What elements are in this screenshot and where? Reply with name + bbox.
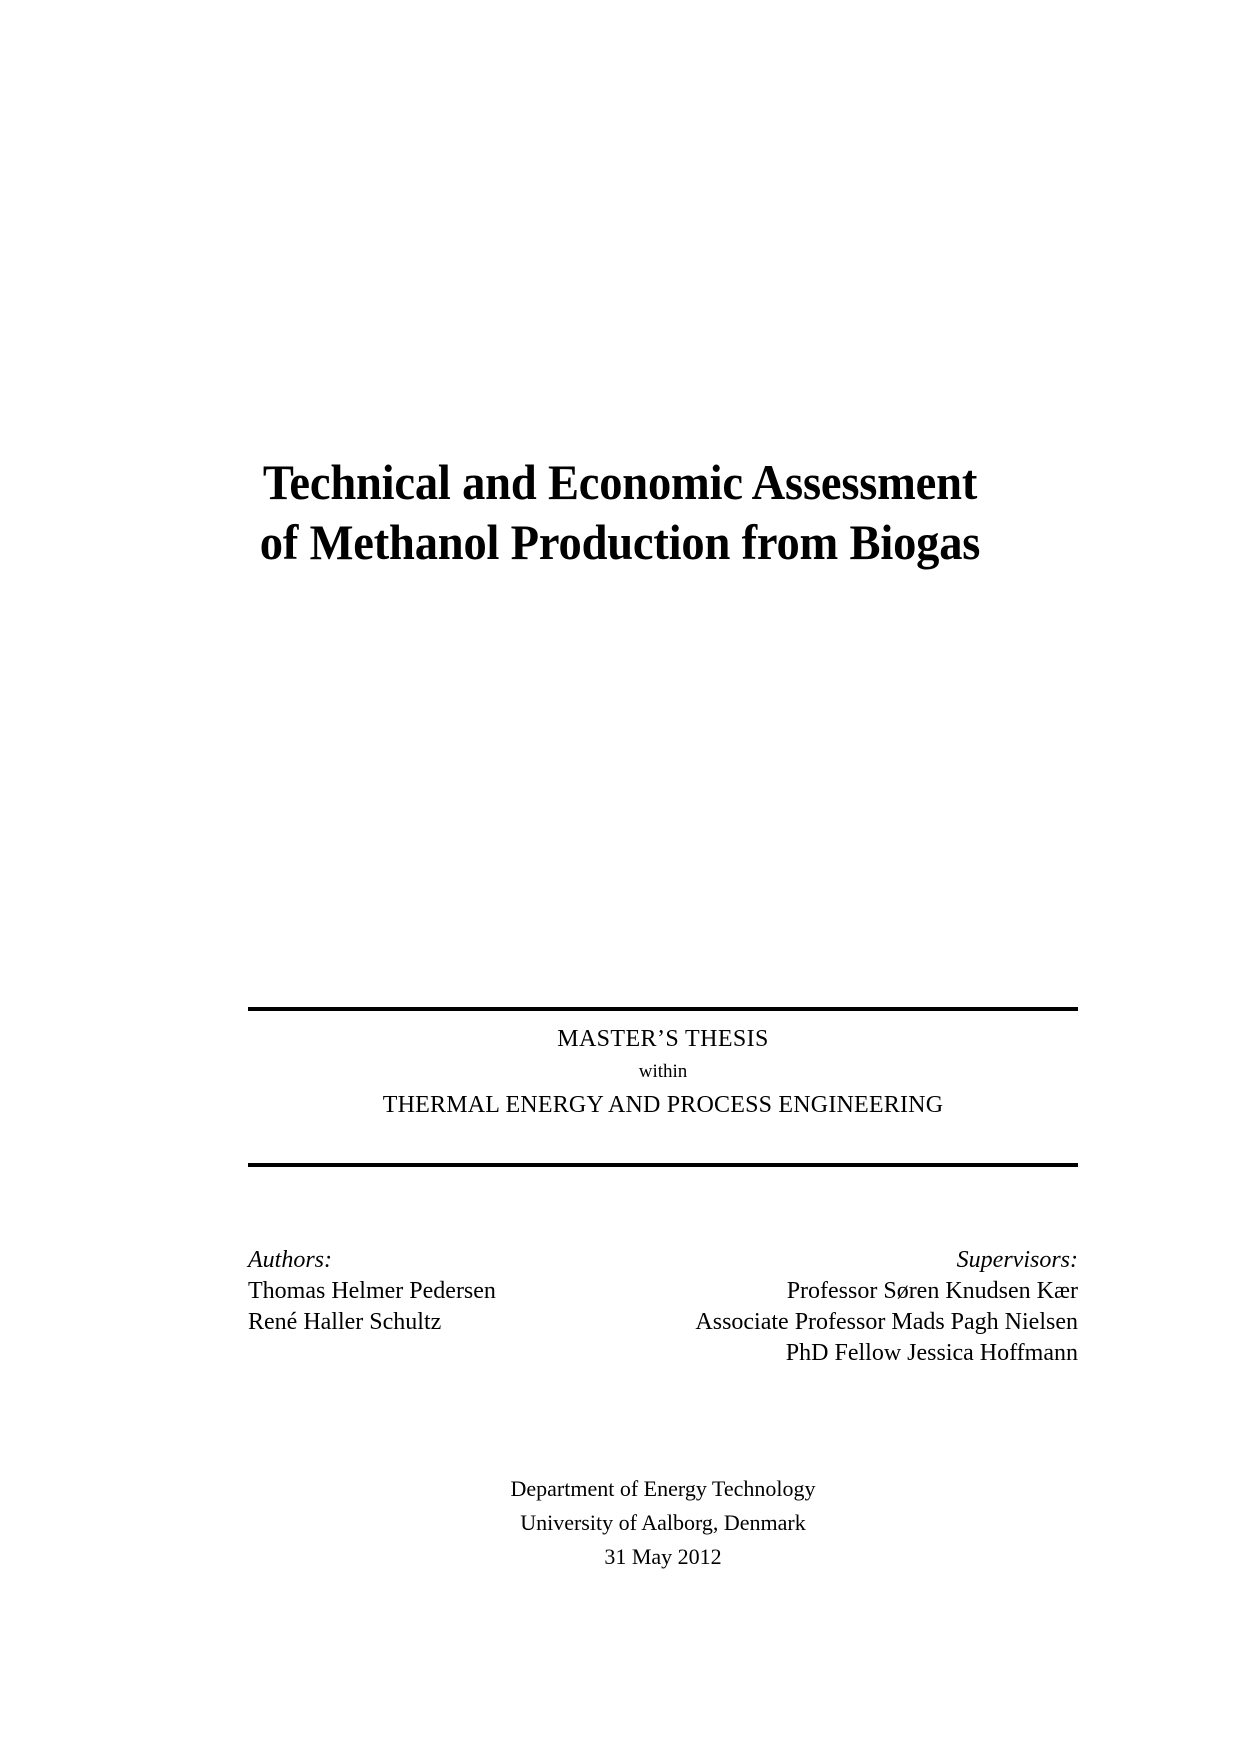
supervisor-name: Associate Professor Mads Pagh Nielsen (695, 1309, 1078, 1335)
thesis-connector-label: within (638, 1061, 688, 1082)
supervisors-column (695, 1245, 1078, 1369)
author-name: René Haller Schultz (248, 1309, 442, 1335)
divider-top (248, 1007, 1078, 1011)
institution-block (248, 1472, 1078, 1574)
thesis-kind-label: MASTER’S THESIS (557, 1026, 769, 1052)
supervisor-name: Professor Søren Knudsen Kær (786, 1278, 1078, 1304)
date-label: 31 May 2012 (604, 1544, 722, 1569)
institution-label: University of Aalborg, Denmark (520, 1510, 806, 1535)
title-line-1: Technical and Economic Assessment (262, 454, 978, 510)
supervisor-name: PhD Fellow Jessica Hoffmann (785, 1340, 1078, 1366)
title-line-2: of Methanol Production from Biogas (259, 514, 981, 570)
contributors-block (248, 1245, 1078, 1369)
thesis-kind-block (248, 1022, 1078, 1122)
divider-bottom (248, 1163, 1078, 1167)
department-label: Department of Energy Technology (510, 1476, 816, 1501)
authors-column (248, 1245, 496, 1338)
supervisors-heading: Supervisors: (956, 1247, 1078, 1273)
authors-heading: Authors: (248, 1247, 332, 1273)
page-title (170, 452, 1070, 572)
thesis-field-label: THERMAL ENERGY AND PROCESS ENGINEERING (382, 1092, 944, 1118)
author-name: Thomas Helmer Pedersen (248, 1278, 496, 1304)
